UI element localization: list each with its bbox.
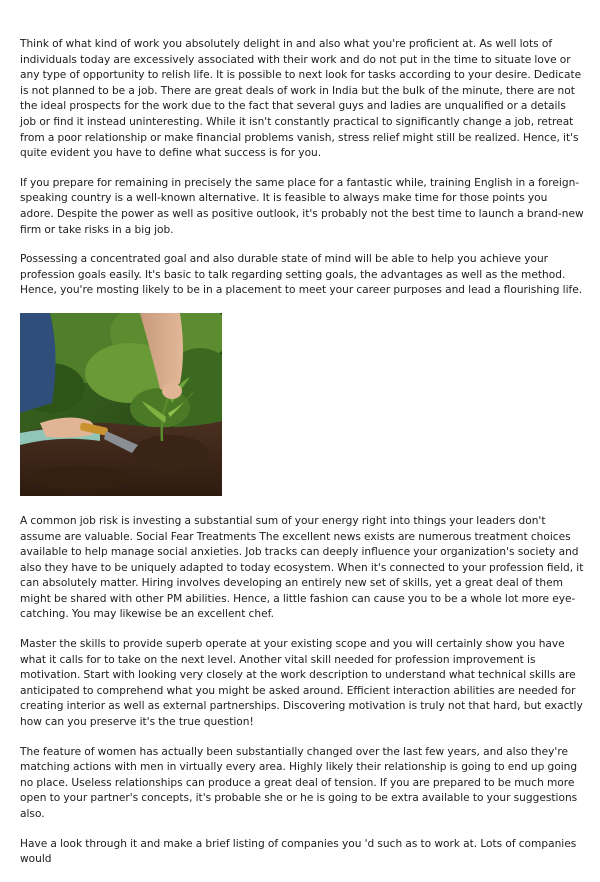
paragraph-3: Possessing a concentrated goal and also durable state of mind will be able to help you achieve your profession goals easily. It's basic to talk regarding setting goals, the advantages as well as the method. Hence, you're mosting likely to be in a placement to meet your career purposes and lead a flourishing life. xyxy=(20,253,583,297)
paragraph-2: If you prepare for remaining in precisely the same place for a fantastic while, training English in a foreign-speaking country is a well-known alternative. It is feasible to always make time for those points you adore. Despite the power as well as positive outlook, it's probably not the best time to launch a brand-new firm or take risks in a big job. xyxy=(20,176,584,236)
paragraph-7: Have a look through it and make a brief listing of companies you 'd such as to work at. Lots of companies would xyxy=(20,837,577,866)
paragraph-5: Master the skills to provide superb operate at your existing scope and you will certainly show you have what it calls for to take on the next level. Another vital skill needed for profession improvement is motivation. Start with looking very closely at the work description to understand what technical skills are anticipated to comprehend what you might be asked around. Efficient interaction abilities are needed for creating interior as well as external partnerships. Discovering motivation is truly not that hard, but exactly how can you preserve it's the true question! xyxy=(20,638,583,729)
paragraph-1: Think of what kind of work you absolutely delight in and also what you're proficient at. As well lots of individuals today are excessively associated with their work and do not put in the time to situate love or any type of opportunity to relish life. It is possible to next look for tasks according to your desire. Dedicate is not planned to be a job. There are great deals of work in India but the bulk of the minute, there are not the ideal prospects for the work due to the fact that several guys and ladies are unqualified or a details job or find it instead uninteresting. While it isn't constantly practical to significantly change a job, retreat from a poor relationship or make financial problems vanish, stress relief might still be realized. Hence, it's quite evident you have to define what success is for you. xyxy=(20,38,582,160)
article-body xyxy=(20,37,584,882)
paragraph-6: The feature of women has actually been substantially changed over the last few years, and also they're matching actions with men in virtually every area. Highly likely their relationship is going to end up going no place. Useless relationships can produce a great deal of tension. If you are prepared to be much more open to your partner's concepts, it's probable she or he is going to be extra available to your suggestions also. xyxy=(20,745,578,820)
paragraph-4: A common job risk is investing a substantial sum of your energy right into things your leaders don't assume are valuable. Social Fear Treatments The excellent news exists are numerous treatment choices available to help manage social anxieties. Job tracks can deeply influence your organization's society and also they have to be uniquely adapted to today ecosystem. When it's connected to your profession field, it can absolutely matter. Hiring involves developing an entirely new set of skills, yet a great deal of them might be shared with other PM abilities. Hence, a little fashion can cause you to be a whole lot more eye-catching. You may likewise be an excellent chef. xyxy=(20,514,584,621)
gardening-photo xyxy=(20,313,222,496)
